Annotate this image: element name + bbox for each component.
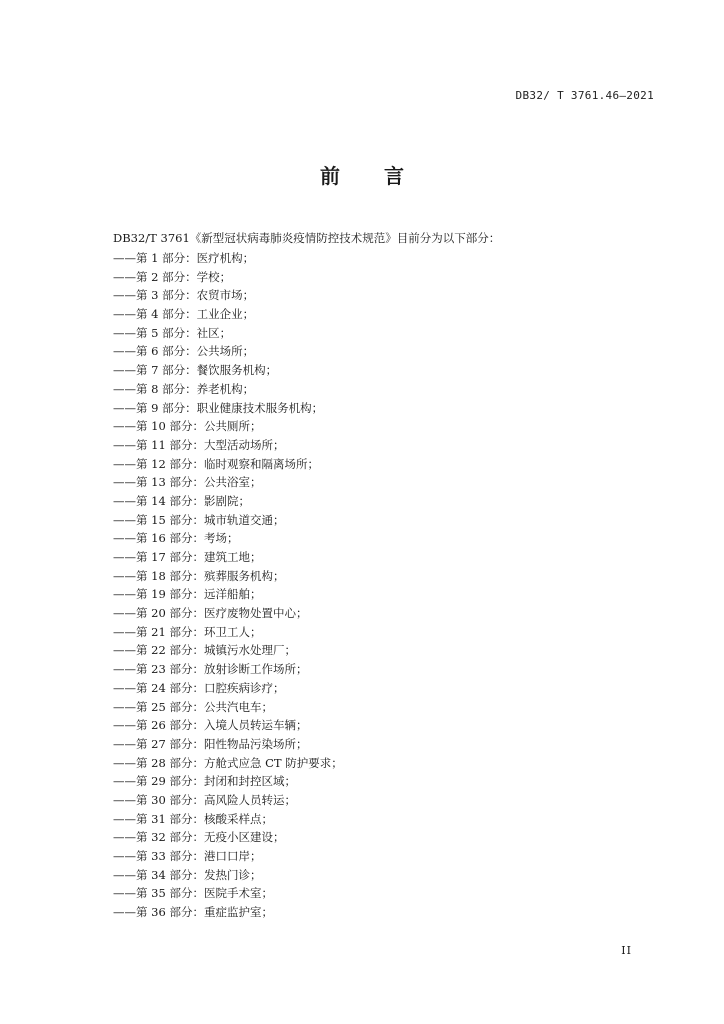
list-item: ——第 10 部分：公共厕所； xyxy=(113,419,262,434)
list-item: ——第 3 部分：农贸市场； xyxy=(113,288,255,303)
list-item: ——第 33 部分：港口口岸； xyxy=(113,849,262,863)
title-char-1: 前 xyxy=(320,164,340,188)
page-number: II xyxy=(621,944,632,957)
list-item: ——第 13 部分：公共浴室； xyxy=(113,475,262,490)
list-item: ——第 22 部分：城镇污水处理厂； xyxy=(113,643,296,658)
list-item: ——第 6 部分：公共场所； xyxy=(113,344,255,359)
list-item: ——第 15 部分：城市轨道交通； xyxy=(113,512,285,527)
list-item: ——第 21 部分：环卫工人； xyxy=(113,624,262,639)
list-item: ——第 2 部分：学校； xyxy=(113,269,232,284)
list-item: ——第 20 部分：医疗废物处置中心； xyxy=(113,606,308,621)
list-item: ——第 5 部分：社区； xyxy=(113,325,232,340)
list-item: ——第 27 部分：阳性物品污染场所； xyxy=(113,736,308,751)
list-item: ——第 12 部分：临时观察和隔离场所； xyxy=(113,456,319,471)
list-item: ——第 19 部分：远洋船舶； xyxy=(113,587,262,602)
parts-list xyxy=(113,249,343,922)
list-item: ——第 4 部分：工业企业； xyxy=(113,307,255,322)
list-item: ——第 31 部分：核酸采样点； xyxy=(113,811,273,826)
list-item: ——第 8 部分：养老机构； xyxy=(113,381,255,396)
list-item: ——第 32 部分：无疫小区建设； xyxy=(113,830,285,845)
list-item: ——第 1 部分：医疗机构； xyxy=(113,251,255,265)
list-item: ——第 14 部分：影剧院； xyxy=(113,493,250,508)
list-item: ——第 7 部分：餐饮服务机构； xyxy=(113,363,278,378)
list-item: ——第 30 部分：高风险人员转运； xyxy=(113,792,296,807)
list-item: ——第 26 部分：入境人员转运车辆； xyxy=(113,718,308,733)
list-item: ——第 18 部分：殡葬服务机构； xyxy=(113,568,285,583)
list-item: ——第 35 部分：医院手术室； xyxy=(113,886,273,901)
list-item: ——第 34 部分：发热门诊； xyxy=(113,867,262,882)
list-item: ——第 23 部分：放射诊断工作场所； xyxy=(113,662,308,677)
list-item: ——第 16 部分：考场； xyxy=(113,531,239,546)
standard-code: DB32/ T 3761.46—2021 xyxy=(515,89,654,102)
list-item: ——第 11 部分：大型活动场所； xyxy=(113,437,285,452)
intro-paragraph: DB32/T 3761《新型冠状病毒肺炎疫情防控技术规范》目前分为以下部分： xyxy=(113,231,501,245)
page-title xyxy=(0,160,724,189)
list-item: ——第 28 部分：方舱式应急 CT 防护要求； xyxy=(113,755,343,770)
list-item: ——第 17 部分：建筑工地； xyxy=(113,550,262,564)
list-item: ——第 25 部分：公共汽电车； xyxy=(113,699,273,714)
list-item: ——第 9 部分：职业健康技术服务机构； xyxy=(113,400,324,415)
title-char-2: 言 xyxy=(384,164,404,188)
list-item: ——第 29 部分：封闭和封控区域； xyxy=(113,774,296,789)
list-item: ——第 36 部分：重症监护室； xyxy=(113,905,273,920)
list-item: ——第 24 部分：口腔疾病诊疗； xyxy=(113,680,285,695)
